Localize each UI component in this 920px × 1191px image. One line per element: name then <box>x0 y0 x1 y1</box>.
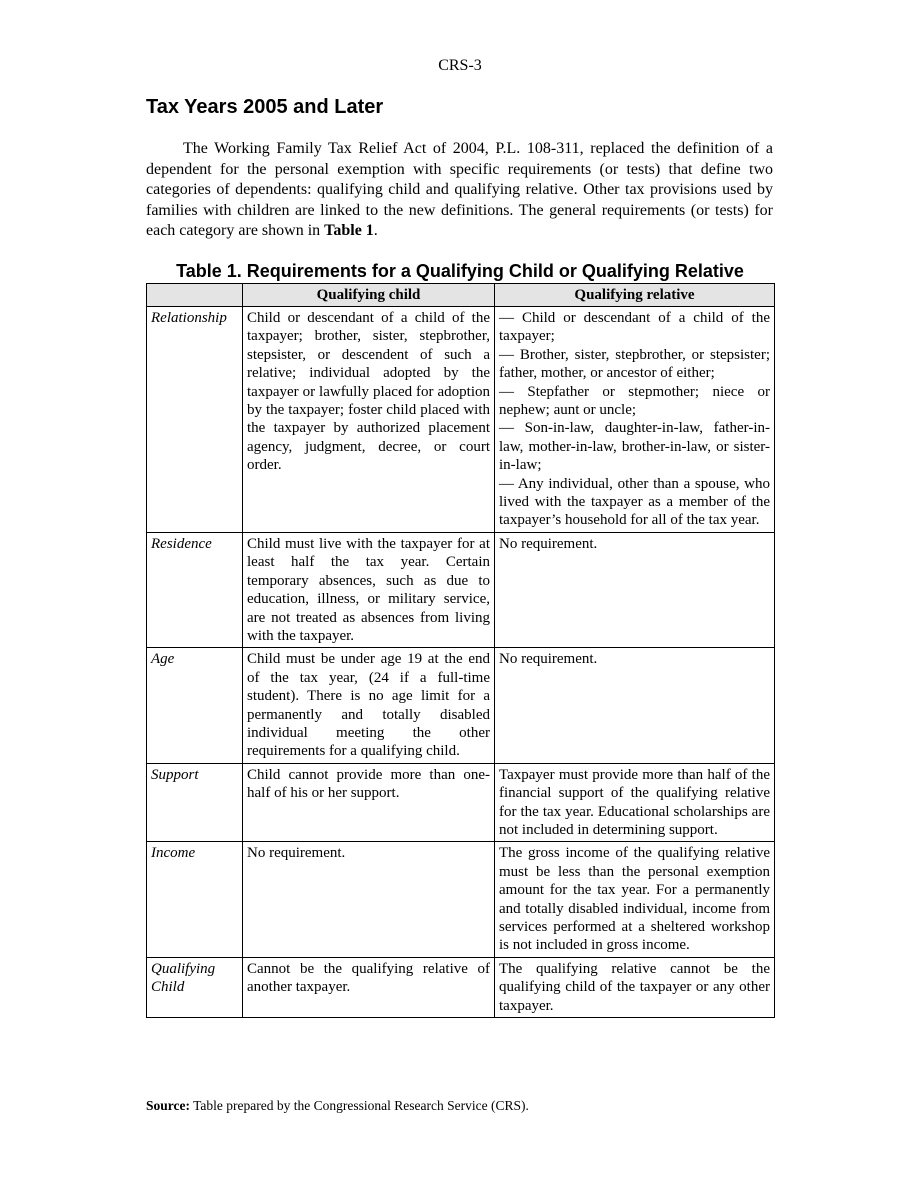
section-heading: Tax Years 2005 and Later <box>146 96 384 118</box>
relative-requirement-item: — Stepfather or stepmother; niece or nephew; aunt or uncle; <box>499 383 770 419</box>
qualifying-relative-cell <box>495 648 775 763</box>
row-category: Income <box>147 842 243 957</box>
qualifying-relative-cell <box>495 763 775 842</box>
intro-text: The Working Family Tax Relief Act of 2004, P.L. 108-311, replaced the definition of a dependent for the personal exemption with specific requirements (or tests) that define two categories of dependents: qualifying child and qualifying relative. Other tax provisions used by families with children are linked to the new definitions. The general requirements (or tests) for each category are shown in <box>146 140 773 240</box>
row-category: Residence <box>147 532 243 647</box>
table-row <box>147 957 775 1017</box>
relative-requirement-item: — Any individual, other than a spouse, who lived with the taxpayer as a member of the taxpayer’s household for all of the tax year. <box>499 475 770 529</box>
table-row <box>147 532 775 647</box>
qualifying-child-cell: Child or descendant of a child of the taxpayer; brother, sister, stepbrother, stepsister, or descendent of such a relative; individual adopted by the taxpayer or lawfully placed for adoption by the taxpayer; foster child placed with the taxpayer by authorized placement agency, judgment, decree, or court order. <box>243 307 495 533</box>
qualifying-relative-cell <box>495 532 775 647</box>
row-category: Support <box>147 763 243 842</box>
header-qualifying-child: Qualifying child <box>243 284 495 307</box>
relative-requirement-item: — Brother, sister, stepbrother, or stepsister; father, mother, or ancestor of either; <box>499 346 770 382</box>
table-title: Table 1. Requirements for a Qualifying Child or Qualifying Relative <box>176 261 744 281</box>
qualifying-child-cell: Child must be under age 19 at the end of the tax year, (24 if a full-time student). There is no age limit for a permanently and totally disabled individual meeting the other requirements for a qualifying child. <box>243 648 495 763</box>
row-category: Age <box>147 648 243 763</box>
qualifying-relative-cell <box>495 842 775 957</box>
intro-end: . <box>373 222 378 240</box>
page-number: CRS-3 <box>438 57 482 74</box>
relative-requirement-item: — Child or descendant of a child of the taxpayer; <box>499 310 770 345</box>
row-category: Qualifying Child <box>147 957 243 1017</box>
header-blank <box>147 284 243 307</box>
row-category: Relationship <box>147 307 243 533</box>
source-text: Table prepared by the Congressional Research Service (CRS). <box>190 1098 529 1113</box>
relative-requirement-item: Taxpayer must provide more than half of the financial support of the qualifying relative for the tax year. Educational scholarships are not included in determining support. <box>499 766 770 838</box>
table-row <box>147 648 775 763</box>
relative-requirement-item: The qualifying relative cannot be the qualifying child of the taxpayer or any other taxpayer. <box>499 960 770 1014</box>
intro-paragraph <box>146 139 773 242</box>
qualifying-relative-cell <box>495 957 775 1017</box>
source-label: Source: <box>146 1098 190 1113</box>
qualifying-relative-cell <box>495 307 775 533</box>
relative-requirement-item: No requirement. <box>499 535 598 552</box>
table-body <box>147 307 775 1018</box>
relative-requirement-item: — Son-in-law, daughter-in-law, father-in-law, mother-in-law, brother-in-law, or sister-in-law; <box>499 420 770 474</box>
qualifying-child-cell: Cannot be the qualifying relative of another taxpayer. <box>243 957 495 1017</box>
table-reference: Table 1 <box>324 222 374 240</box>
table-row <box>147 842 775 957</box>
requirements-table <box>146 283 775 1018</box>
header-qualifying-relative: Qualifying relative <box>495 284 775 307</box>
qualifying-child-cell: Child must live with the taxpayer for at least half the tax year. Certain temporary absences, such as due to education, illness, or military service, are not treated as absences from living with the taxpayer. <box>243 532 495 647</box>
qualifying-child-cell: No requirement. <box>243 842 495 957</box>
source-note <box>146 1097 529 1114</box>
relative-requirement-item: The gross income of the qualifying relative must be less than the personal exemption amount for the tax year. For a permanently and totally disabled individual, income from services performed at a sheltered workshop is not included in gross income. <box>499 845 770 954</box>
table-row <box>147 307 775 533</box>
qualifying-child-cell: Child cannot provide more than one-half of his or her support. <box>243 763 495 842</box>
relative-requirement-item: No requirement. <box>499 651 598 668</box>
table-header-row <box>147 284 775 307</box>
table-row <box>147 763 775 842</box>
